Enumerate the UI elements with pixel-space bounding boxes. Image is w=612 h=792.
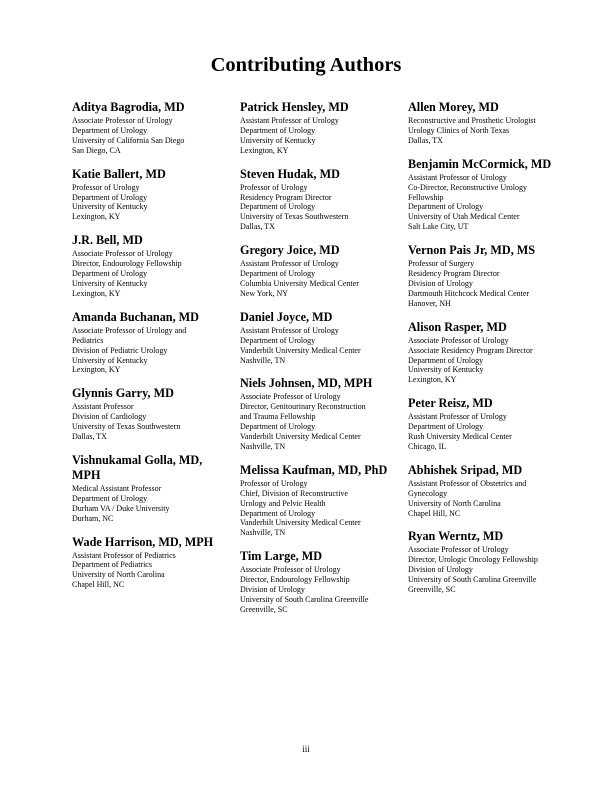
affiliation-line: Salt Lake City, UT bbox=[408, 222, 469, 232]
author-entry bbox=[240, 310, 398, 366]
affiliation-line: Division of Pediatric Urology bbox=[72, 345, 168, 355]
affiliation-line: Assistant Professor of Urology bbox=[240, 259, 339, 269]
affiliation-line: Department of Urology bbox=[240, 335, 316, 345]
affiliation-line: Director, Genitourinary Reconstruction bbox=[240, 402, 366, 412]
affiliation-line: University of Utah Medical Center bbox=[408, 212, 520, 222]
affiliation-line: Director, Urologic Oncology Fellowship bbox=[408, 555, 538, 565]
author-entry bbox=[408, 396, 566, 452]
affiliation-line: Department of Urology bbox=[240, 125, 316, 135]
affiliation-line: Lexington, KY bbox=[240, 145, 289, 155]
affiliation-line: University of Kentucky bbox=[72, 202, 148, 212]
affiliation-line: Pediatrics bbox=[72, 335, 104, 345]
author-name: J.R. Bell, MD bbox=[72, 233, 143, 248]
affiliation-line: University of South Carolina Greenville bbox=[240, 595, 369, 604]
author-name: Vishnukamal Golla, MD, MPH bbox=[72, 452, 203, 482]
author-name: Niels Johnsen, MD, MPH bbox=[240, 376, 373, 391]
affiliation-line: Durham VA / Duke University bbox=[72, 503, 170, 513]
author-column-2 bbox=[240, 100, 398, 626]
affiliation-line: University of Texas Southwestern bbox=[240, 212, 349, 222]
affiliation-line: Gynecology bbox=[408, 488, 448, 498]
affiliation-line: Reconstructive and Prosthetic Urologist bbox=[408, 116, 536, 125]
affiliation-line: Rush University Medical Center bbox=[408, 432, 512, 442]
affiliation-line: Professor of Urology bbox=[72, 182, 140, 192]
author-name: Wade Harrison, MD, MPH bbox=[72, 534, 214, 549]
affiliation-line: Urology Clinics of North Texas bbox=[408, 125, 510, 135]
author-entry bbox=[72, 100, 230, 156]
affiliation-line: Lexington, KY bbox=[72, 212, 121, 222]
author-name: Allen Morey, MD bbox=[408, 100, 499, 114]
affiliation-line: Associate Professor of Urology bbox=[408, 335, 509, 345]
affiliation-line: University of North Carolina bbox=[72, 570, 165, 580]
affiliation-line: Dartmouth Hitchcock Medical Center bbox=[408, 288, 530, 298]
affiliation-line: Nashville, TN bbox=[240, 441, 286, 451]
affiliation-line: Greenville, SC bbox=[408, 585, 456, 595]
affiliation-line: University of North Carolina bbox=[408, 498, 501, 508]
affiliation-line: Department of Urology bbox=[240, 202, 316, 212]
affiliation-line: Department of Urology bbox=[240, 508, 316, 518]
affiliation-line: Residency Program Director bbox=[408, 269, 500, 279]
affiliation-line: Vanderbilt University Medical Center bbox=[240, 518, 361, 528]
affiliation-line: Durham, NC bbox=[72, 513, 114, 523]
affiliation-line: Department of Urology bbox=[408, 202, 484, 212]
affiliation-line: Department of Urology bbox=[240, 269, 316, 279]
author-entry bbox=[240, 100, 398, 156]
affiliation-line: Department of Urology bbox=[408, 355, 484, 365]
author-name: Ryan Werntz, MD bbox=[408, 529, 504, 544]
author-entry bbox=[408, 243, 566, 309]
affiliation-line: Lexington, KY bbox=[408, 375, 457, 385]
affiliation-line: Vanderbilt University Medical Center bbox=[240, 345, 361, 355]
affiliation-line: Chapel Hill, NC bbox=[72, 580, 125, 590]
affiliation-line: Professor of Urology bbox=[240, 182, 308, 192]
author-entry bbox=[72, 310, 230, 376]
author-column-3 bbox=[408, 100, 566, 606]
affiliation-line: Co-Director, Reconstructive Urology bbox=[408, 182, 527, 192]
author-entry bbox=[72, 386, 230, 442]
affiliation-line: Department of Pediatrics bbox=[72, 560, 152, 570]
affiliation-line: Associate Professor of Urology and bbox=[72, 325, 187, 335]
author-name: Abhishek Sripad, MD bbox=[408, 462, 523, 477]
author-name: Benjamin McCormick, MD bbox=[408, 156, 552, 171]
affiliation-line: Department of Urology bbox=[72, 493, 148, 503]
affiliation-line: Assistant Professor of Urology bbox=[240, 116, 339, 125]
author-entry bbox=[408, 529, 566, 595]
affiliation-line: Associate Professor of Urology bbox=[408, 545, 509, 555]
affiliation-line: Medical Assistant Professor bbox=[72, 483, 162, 493]
affiliation-line: Assistant Professor bbox=[72, 402, 134, 412]
affiliation-line: Dallas, TX bbox=[408, 135, 443, 145]
affiliation-line: Assistant Professor of Pediatrics bbox=[72, 550, 176, 560]
author-name: Tim Large, MD bbox=[240, 549, 323, 564]
affiliation-line: Fellowship bbox=[408, 192, 444, 202]
affiliation-line: Dallas, TX bbox=[72, 432, 107, 442]
author-entry bbox=[240, 376, 398, 451]
affiliation-line: University of Kentucky bbox=[72, 278, 148, 288]
affiliation-line: Associate Professor of Urology bbox=[72, 116, 173, 125]
author-name: Peter Reisz, MD bbox=[408, 396, 493, 411]
affiliation-line: Nashville, TN bbox=[240, 355, 286, 365]
affiliation-line: San Diego, CA bbox=[72, 145, 121, 155]
affiliation-line: University of South Carolina Greenville bbox=[408, 575, 537, 585]
affiliation-line: Chapel Hill, NC bbox=[408, 508, 461, 518]
affiliation-line: University of Kentucky bbox=[408, 365, 484, 375]
author-entry bbox=[408, 157, 566, 232]
author-name: Daniel Joyce, MD bbox=[240, 309, 333, 324]
affiliation-line: Division of Urology bbox=[408, 565, 473, 575]
author-name: Melissa Kaufman, MD, PhD bbox=[240, 462, 388, 477]
affiliation-line: Division of Cardiology bbox=[72, 412, 147, 422]
affiliation-line: Nashville, TN bbox=[240, 528, 286, 538]
page-number: iii bbox=[302, 744, 310, 754]
author-entry bbox=[72, 167, 230, 223]
affiliation-line: Assistant Professor of Urology bbox=[408, 412, 507, 422]
affiliation-line: Associate Residency Program Director bbox=[408, 345, 533, 355]
affiliation-line: Urology and Pelvic Health bbox=[240, 498, 326, 508]
affiliation-line: Professor of Urology bbox=[240, 478, 308, 488]
affiliation-line: Director, Endourology Fellowship bbox=[240, 575, 350, 585]
author-entry bbox=[72, 535, 230, 591]
affiliation-line: Residency Program Director bbox=[240, 192, 332, 202]
author-name: Steven Hudak, MD bbox=[240, 166, 340, 181]
affiliation-line: Dallas, TX bbox=[240, 222, 275, 232]
affiliation-line: Associate Professor of Urology bbox=[72, 249, 173, 259]
affiliation-line: Assistant Professor of Urology bbox=[240, 325, 339, 335]
author-name: Glynnis Garry, MD bbox=[72, 386, 174, 401]
author-name: Gregory Joice, MD bbox=[240, 243, 340, 258]
affiliation-line: Division of Urology bbox=[408, 278, 473, 288]
affiliation-line: Greenville, SC bbox=[240, 604, 288, 614]
affiliation-line: Columbia University Medical Center bbox=[240, 278, 359, 288]
author-name: Katie Ballert, MD bbox=[72, 166, 166, 181]
affiliation-line: University of California San Diego bbox=[72, 135, 185, 145]
author-entry bbox=[408, 320, 566, 386]
author-entry bbox=[240, 243, 398, 299]
author-entry bbox=[240, 463, 398, 538]
author-entry bbox=[72, 233, 230, 299]
affiliation-line: Lexington, KY bbox=[72, 288, 121, 298]
affiliation-line: Department of Urology bbox=[240, 422, 316, 432]
affiliation-line: Professor of Surgery bbox=[408, 259, 475, 269]
author-name: Amanda Buchanan, MD bbox=[72, 309, 199, 324]
affiliation-line: Chicago, IL bbox=[408, 441, 447, 451]
affiliation-line: University of Texas Southwestern bbox=[72, 422, 181, 432]
affiliation-line: Hanover, NH bbox=[408, 298, 451, 308]
author-name: Alison Rasper, MD bbox=[408, 319, 507, 334]
author-entry bbox=[240, 549, 398, 615]
affiliation-line: Assistant Professor of Obstetrics and bbox=[408, 478, 527, 488]
affiliation-line: Assistant Professor of Urology bbox=[408, 172, 507, 182]
affiliation-line: Chief, Division of Reconstructive bbox=[240, 488, 348, 498]
affiliation-line: Department of Urology bbox=[72, 125, 148, 135]
author-name: Patrick Hensley, MD bbox=[240, 100, 349, 114]
author-entry bbox=[72, 453, 230, 524]
affiliation-line: New York, NY bbox=[240, 288, 289, 298]
affiliation-line: and Trauma Fellowship bbox=[240, 412, 316, 422]
author-entry bbox=[408, 100, 566, 146]
affiliation-line: Lexington, KY bbox=[72, 365, 121, 375]
affiliation-line: Director, Endourology Fellowship bbox=[72, 259, 182, 269]
affiliation-line: Division of Urology bbox=[240, 585, 305, 595]
affiliation-line: Associate Professor of Urology bbox=[240, 392, 341, 402]
affiliation-line: Associate Professor of Urology bbox=[240, 565, 341, 575]
affiliation-line: Vanderbilt University Medical Center bbox=[240, 432, 361, 442]
page-title: Contributing Authors bbox=[210, 54, 402, 76]
affiliation-line: University of Kentucky bbox=[72, 355, 148, 365]
author-entry bbox=[240, 167, 398, 233]
affiliation-line: Department of Urology bbox=[72, 192, 148, 202]
affiliation-line: University of Kentucky bbox=[240, 135, 316, 145]
author-entry bbox=[408, 463, 566, 519]
author-name: Vernon Pais Jr, MD, MS bbox=[408, 243, 536, 258]
author-column-1 bbox=[72, 100, 230, 601]
affiliation-line: Department of Urology bbox=[72, 269, 148, 279]
affiliation-line: Department of Urology bbox=[408, 422, 484, 432]
author-name: Aditya Bagrodia, MD bbox=[72, 100, 185, 114]
